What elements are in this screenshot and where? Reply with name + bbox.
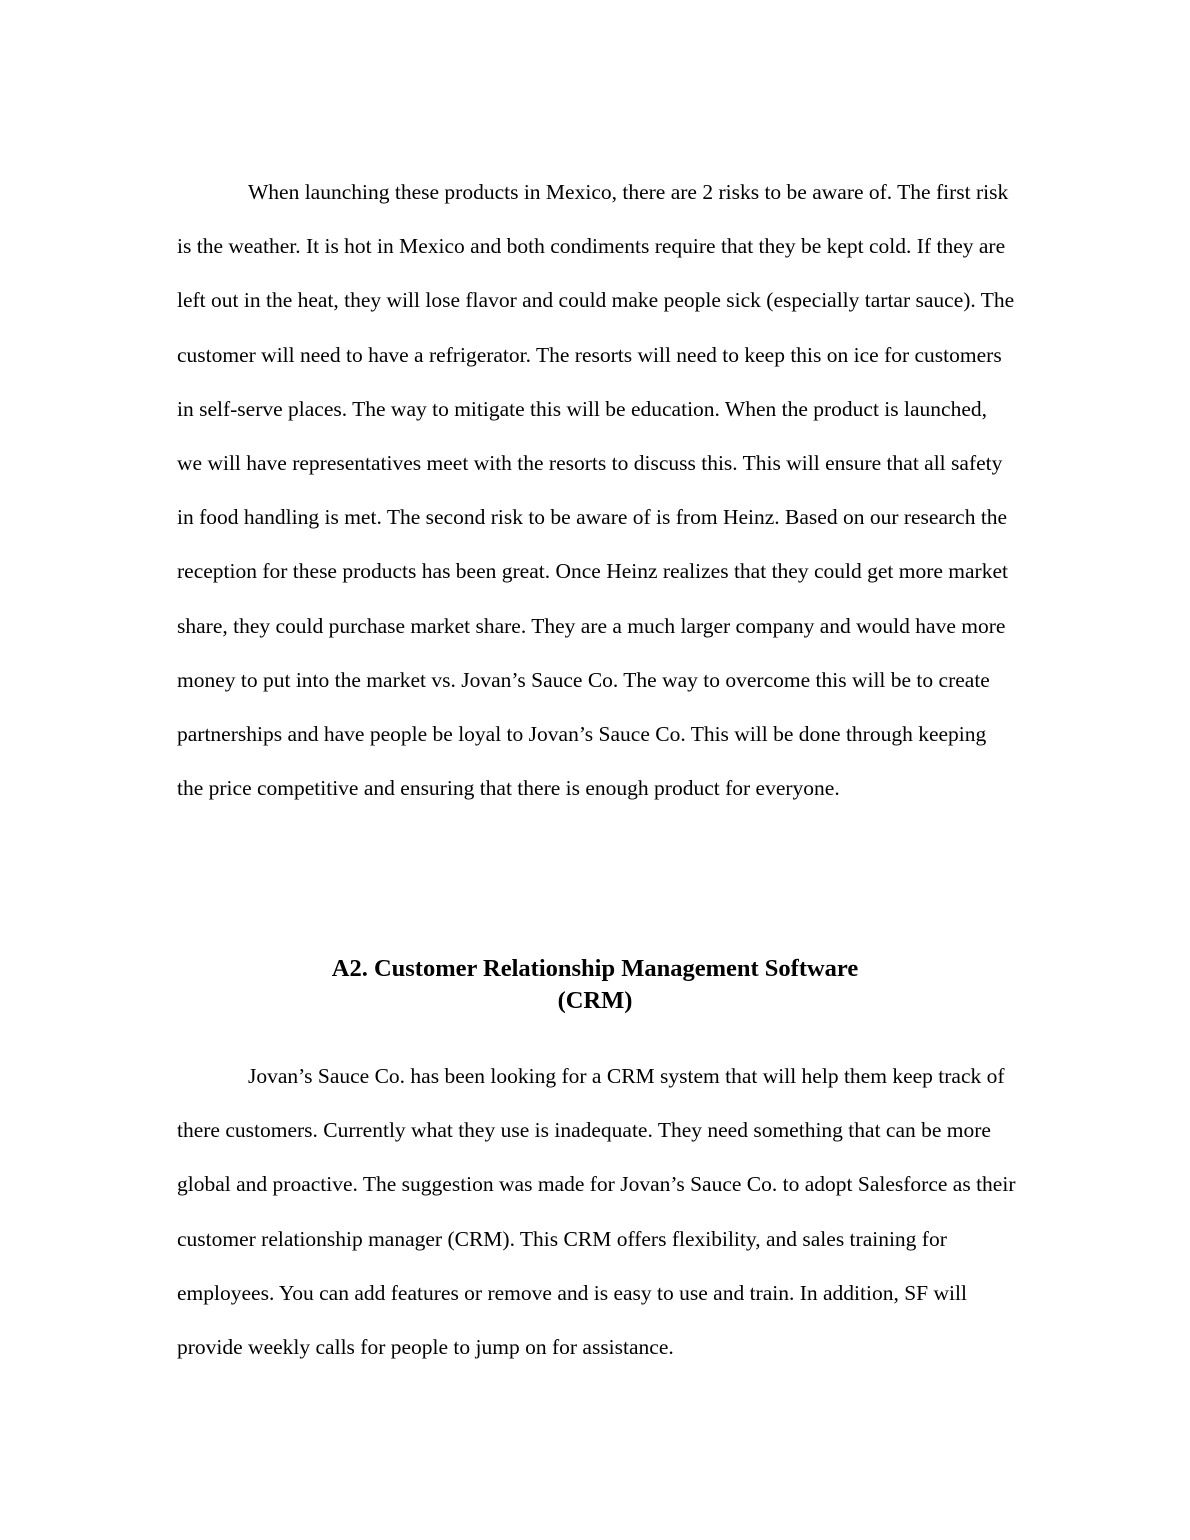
section-heading-crm — [177, 953, 1013, 1017]
section-heading-line-2: (CRM) — [557, 987, 633, 1014]
crm-paragraph: Jovan’s Sauce Co. has been looking for a CRM system that will help them keep track of there customers. Currently what they use is inadequate. They need something that can be more global and proactive. The suggestion was made for Jovan’s Sauce Co. to adopt Salesforce as their customer relationship manager (CRM). This CRM offers flexibility, and sales training for employees. You can add features or remove and is easy to use and train. In addition, SF will provide weekly calls for people to jump on for assistance. — [177, 1064, 1016, 1360]
risks-paragraph: When launching these products in Mexico, there are 2 risks to be aware of. The first risk is the weather. It is hot in Mexico and both condiments require that they be kept cold. If they are left out in the heat, they will lose flavor and could make people sick (especially tartar sauce). The customer will need to have a refrigerator. The resorts will need to keep this on ice for customers in self-serve places. The way to mitigate this will be education. When the product is launched, we will have representatives meet with the resorts to discuss this. This will ensure that all safety in food handling is met. The second risk to be aware of is from Heinz. Based on our research the reception for these products has been great. Once Heinz realizes that they could get more market share, they could purchase market share. They are a much larger company and would have more money to put into the market vs. Jovan’s Sauce Co. The way to overcome this will be to create partnerships and have people be loyal to Jovan’s Sauce Co. This will be done through keeping the price competitive and ensuring that there is enough product for everyone. — [177, 180, 1015, 801]
section-heading-line-1: A2. Customer Relationship Management Software — [331, 955, 859, 982]
